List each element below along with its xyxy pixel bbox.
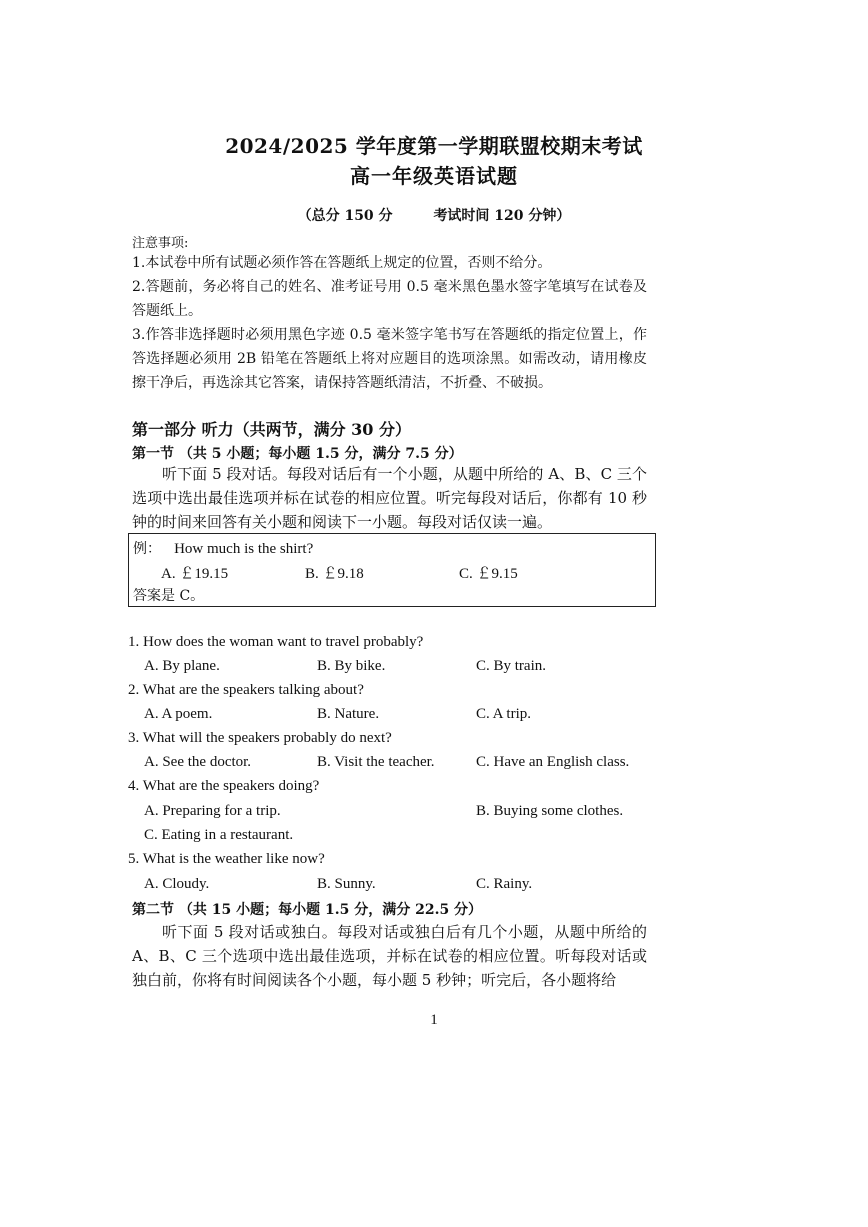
section2-heading: 第二节 （共 15 小题；每小题 1.5 分，满分 22.5 分） (132, 902, 483, 918)
example-box (128, 533, 656, 607)
example-question-line (133, 538, 313, 558)
page-number: 1 (430, 1012, 438, 1028)
question-4: 4. What are the speakers doing? (128, 778, 320, 794)
q1-option-b: B. By bike. (317, 658, 386, 674)
example-prefix: 例： (133, 541, 161, 557)
q1-option-a: A. By plane. (144, 658, 220, 674)
notes-label: 注意事项: (132, 236, 189, 251)
q3-option-c: C. Have an English class. (476, 754, 630, 770)
section1-instructions: 听下面 5 段对话。每段对话后有一个小题，从题中所给的 A、B、C 三个选项中选出最佳选项并标在试卷的相应位置。听完每段对话后，你都有 10 秒钟的时间来回答有关小题和阅读下一小题。每段对话仅读一遍。 (132, 465, 647, 531)
q2-option-c: C. A trip. (476, 706, 532, 722)
note-item-3: 3.作答非选择题时必须用黑色字迹 0.5 毫米签字笔书写在答题纸的指定位置上，作答选择题必须用 2B 铅笔在答题纸上将对应题目的选项涂黑。如需改动，请用橡皮擦干净后，再选涂其它答案，请保持答题纸清洁，不折叠、不破损。 (132, 327, 647, 391)
q2-option-a: A. A poem. (144, 706, 213, 722)
question-1: 1. How does the woman want to travel probably? (128, 634, 424, 650)
example-answer: 答案是 C。 (133, 588, 205, 604)
total-score: （总分 150 分 (297, 208, 393, 224)
note-item-2: 2.答题前，务必将自己的姓名、准考证号用 0.5 毫米黑色墨水签字笔填写在试卷及答题纸上。 (132, 279, 647, 319)
exam-title: 2024/2025 学年度第一学期联盟校期末考试 (225, 134, 643, 158)
q5-option-a: A. Cloudy. (144, 876, 210, 892)
exam-meta (0, 205, 868, 225)
q4-option-c: C. Eating in a restaurant. (144, 827, 294, 843)
exam-time: 考试时间 120 分钟） (433, 208, 571, 224)
example-question: How much is the shirt? (174, 541, 314, 557)
q4-option-b: B. Buying some clothes. (476, 803, 624, 819)
question-5: 5. What is the weather like now? (128, 851, 325, 867)
q4-option-a: A. Preparing for a trip. (144, 803, 281, 819)
example-option-c: C. ￡9.15 (459, 566, 518, 582)
exam-subtitle: 高一年级英语试题 (350, 164, 518, 188)
q5-option-b: B. Sunny. (317, 876, 376, 892)
q5-option-c: C. Rainy. (476, 876, 533, 892)
q3-option-a: A. See the doctor. (144, 754, 252, 770)
section1-heading: 第一节 （共 5 小题；每小题 1.5 分，满分 7.5 分） (132, 446, 463, 462)
example-option-b: B. ￡9.18 (305, 566, 364, 582)
question-2: 2. What are the speakers talking about? (128, 682, 364, 698)
part1-heading: 第一部分 听力（共两节，满分 30 分） (132, 420, 411, 439)
example-option-a: A. ￡19.15 (161, 566, 229, 582)
note-item-1: 1.本试卷中所有试题必须作答在答题纸上规定的位置，否则不给分。 (132, 255, 552, 271)
section2-instructions: 听下面 5 段对话或独白。每段对话或独白后有几个小题，从题中所给的 A、B、C 三个选项中选出最佳选项，并标在试卷的相应位置。听每段对话或独白前，你将有时间阅读各个小题，每小题 5 秒钟；听完后，各小题将给 (132, 923, 647, 989)
q3-option-b: B. Visit the teacher. (317, 754, 435, 770)
question-3: 3. What will the speakers probably do next? (128, 730, 392, 746)
q2-option-b: B. Nature. (317, 706, 380, 722)
q1-option-c: C. By train. (476, 658, 546, 674)
